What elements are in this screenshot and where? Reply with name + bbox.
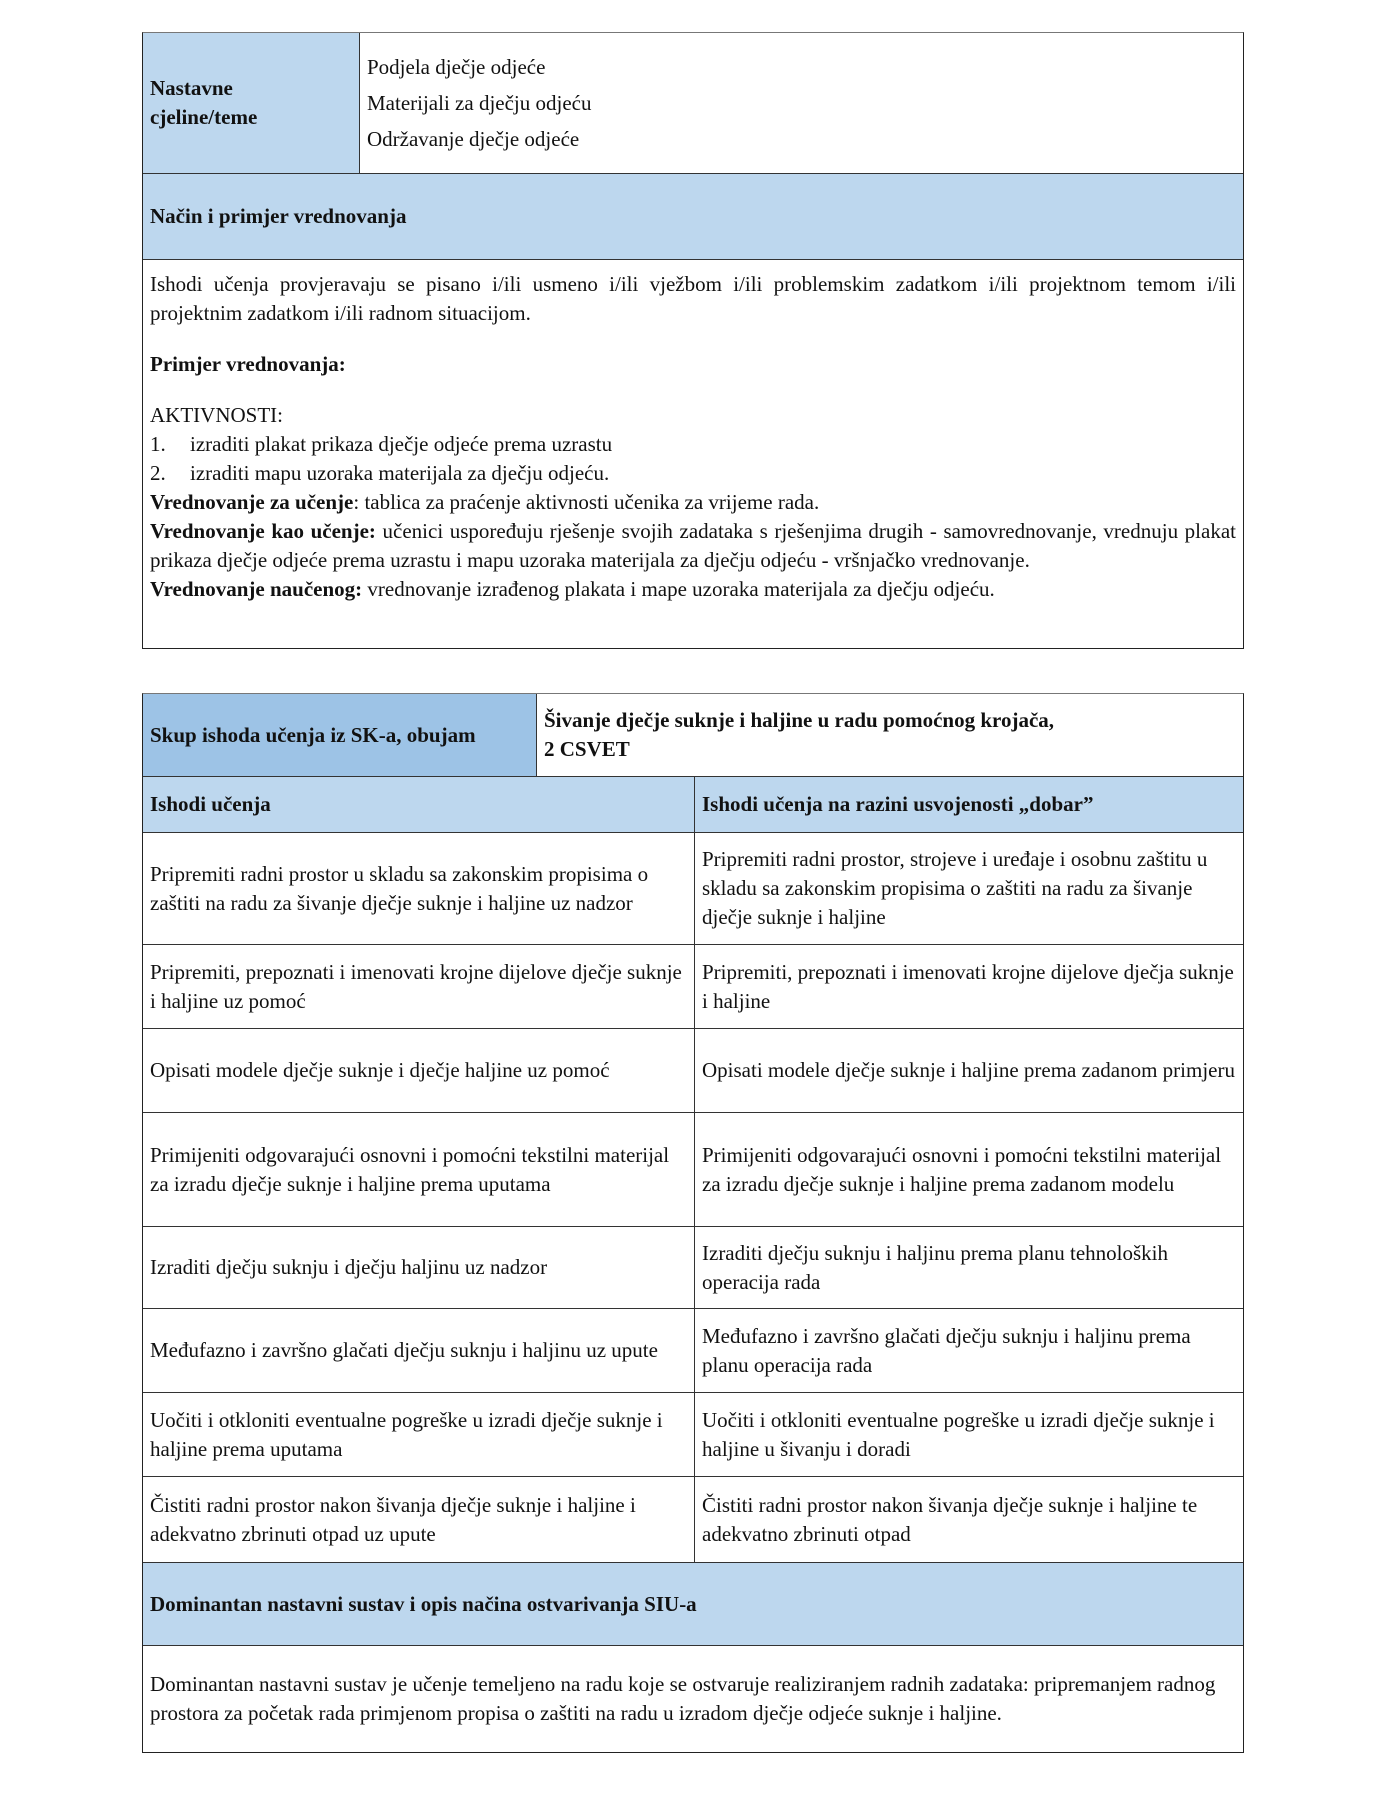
outcome-cell: Uočiti i otkloniti eventualne pogreške u izradi dječje suknje i haljine prema uputama	[143, 1393, 695, 1476]
outcome-set-label: Skup ishoda učenja iz SK-a, obujam	[143, 694, 537, 776]
outcome-good-level-cell: Opisati modele dječje suknje i haljine prema zadanom primjeru	[702, 1058, 1235, 1082]
outcome-set-row	[143, 694, 1243, 777]
col-header-outcomes: Ishodi učenja	[143, 777, 695, 832]
col-header-good-level: Ishodi učenja na razini usvojenosti „dobar”	[695, 777, 1243, 832]
eval-of-text: vrednovanje izrađenog plakata i mape uzoraka materijala za dječju odjeću.	[362, 577, 995, 601]
activity-item	[150, 430, 1236, 459]
eval-as-label: Vrednovanje kao učenje:	[150, 519, 376, 543]
outcome-cell: Pripremiti radni prostor u skladu sa zakonskim propisima o zaštiti na radu za šivanje dječje suknje i haljine uz nadzor	[143, 833, 695, 944]
outcome-good-level-cell: Primijeniti odgovarajući osnovni i pomoćni tekstilni materijal za izradu dječje suknje i haljine prema zadanom modelu	[702, 1142, 1222, 1196]
outcome-good-level-cell: Čistiti radni prostor nakon šivanja dječje suknje i haljine te adekvatno zbrinuti otpad	[702, 1492, 1198, 1546]
topics-row	[143, 33, 1243, 174]
outcome-good-level-cell: Pripremiti radni prostor, strojeve i uređaje i osobnu zaštitu u skladu sa zakonskim propisima o zaštiti na radu za šivanje dječje suknje i haljine	[702, 847, 1208, 929]
eval-of-label: Vrednovanje naučenog:	[150, 577, 363, 601]
assessment-intro: Ishodi učenja provjeravaju se pisano i/ili usmeno i/ili vježbom i/ili problemskim zadatkom i/ili projektnom temom i/ili projektnim zadatkom i/ili radnom situacijom.	[150, 272, 1236, 325]
system-text: Dominantan nastavni sustav je učenje temeljeno na radu koje se ostvaruje realiziranjem radnih zadataka: pripremanjem radnog prostora za početak rada primjenom propisa o zaštiti na radu u izradom dječje odjeće suknje i haljine.	[150, 1672, 1216, 1725]
outcome-row	[143, 1309, 1243, 1393]
outcome-row	[143, 1477, 1243, 1563]
topic-item: Održavanje dječje odjeće	[367, 127, 580, 151]
outcome-cell: Čistiti radni prostor nakon šivanja dječje suknje i haljine i adekvatno zbrinuti otpad uz upute	[143, 1477, 695, 1562]
outcome-cell: Pripremiti, prepoznati i imenovati krojne dijelove dječje suknje i haljine uz pomoć	[143, 945, 695, 1028]
outcome-good-level-cell: Izraditi dječju suknju i haljinu prema planu tehnoloških operacija rada	[702, 1240, 1168, 1294]
topics-label: Nastavne cjeline/teme	[150, 76, 258, 129]
activity-text: izraditi mapu uzoraka materijala za dječju odjeću.	[190, 461, 610, 485]
topics-assessment-table	[142, 32, 1244, 649]
system-header: Dominantan nastavni sustav i opis načina ostvarivanja SIU-a	[143, 1563, 1243, 1645]
eval-for-text: : tablica za praćenje aktivnosti učenika za vrijeme rada.	[353, 490, 820, 514]
learning-outcomes-table	[142, 693, 1244, 1753]
system-header-row	[143, 1563, 1243, 1646]
outcome-cell: Opisati modele dječje suknje i dječje haljine uz pomoć	[143, 1029, 695, 1112]
column-header-row	[143, 777, 1243, 833]
assessment-header-row	[143, 174, 1243, 260]
outcome-set-credits: 2 CSVET	[544, 737, 630, 761]
activity-item	[150, 459, 1236, 488]
topic-item: Podjela dječje odjeće	[367, 55, 546, 79]
assessment-body	[143, 260, 1243, 648]
activity-text: izraditi plakat prikaza dječje odjeće prema uzrastu	[190, 432, 613, 456]
outcome-row	[143, 1113, 1243, 1227]
outcome-good-level-cell: Međufazno i završno glačati dječju suknju i haljinu prema planu operacija rada	[702, 1323, 1191, 1377]
activities-label: AKTIVNOSTI:	[150, 403, 283, 427]
outcome-good-level-cell: Pripremiti, prepoznati i imenovati krojne dijelove dječja suknje i haljine	[702, 959, 1234, 1013]
outcome-cell: Primijeniti odgovarajući osnovni i pomoćni tekstilni materijal za izradu dječje suknje i haljine prema uputama	[143, 1113, 695, 1226]
eval-as-learning	[150, 517, 1236, 575]
activity-number: 1.	[150, 432, 166, 456]
topic-item: Materijali za dječju odjeću	[367, 91, 592, 115]
eval-for-learning	[150, 488, 1236, 517]
outcome-row	[143, 1227, 1243, 1309]
outcome-row	[143, 1393, 1243, 1477]
outcome-row	[143, 945, 1243, 1029]
eval-as-text: učenici uspoređuju rješenje svojih zadataka s rješenjima drugih - samovrednovanje, vrednuju plakat prikaza dječje odjeće prema uzrastu i mapu uzoraka materijala za dječju odjeću - vršnjačko vrednovanje.	[150, 519, 1236, 572]
outcome-good-level-cell: Uočiti i otkloniti eventualne pogreške u izradi dječje suknje i haljine u šivanju i doradi	[702, 1407, 1215, 1461]
outcome-row	[143, 833, 1243, 945]
eval-of-learning	[150, 575, 1236, 604]
topics-list-cell	[360, 33, 1243, 173]
outcome-cell: Međufazno i završno glačati dječju suknju i haljinu uz upute	[143, 1309, 695, 1392]
eval-for-label: Vrednovanje za učenje	[150, 490, 354, 514]
outcome-cell: Izraditi dječju suknju i dječju haljinu uz nadzor	[143, 1227, 695, 1308]
system-body-row	[143, 1646, 1243, 1752]
example-heading: Primjer vrednovanja:	[150, 352, 346, 376]
assessment-body-row	[143, 260, 1243, 648]
outcome-set-title: Šivanje dječje suknje i haljine u radu pomoćnog krojača,	[544, 708, 1055, 732]
topics-label-cell	[143, 33, 360, 173]
activity-number: 2.	[150, 461, 166, 485]
assessment-header: Način i primjer vrednovanja	[143, 174, 1243, 259]
outcome-row	[143, 1029, 1243, 1113]
outcome-set-value	[537, 694, 1243, 776]
